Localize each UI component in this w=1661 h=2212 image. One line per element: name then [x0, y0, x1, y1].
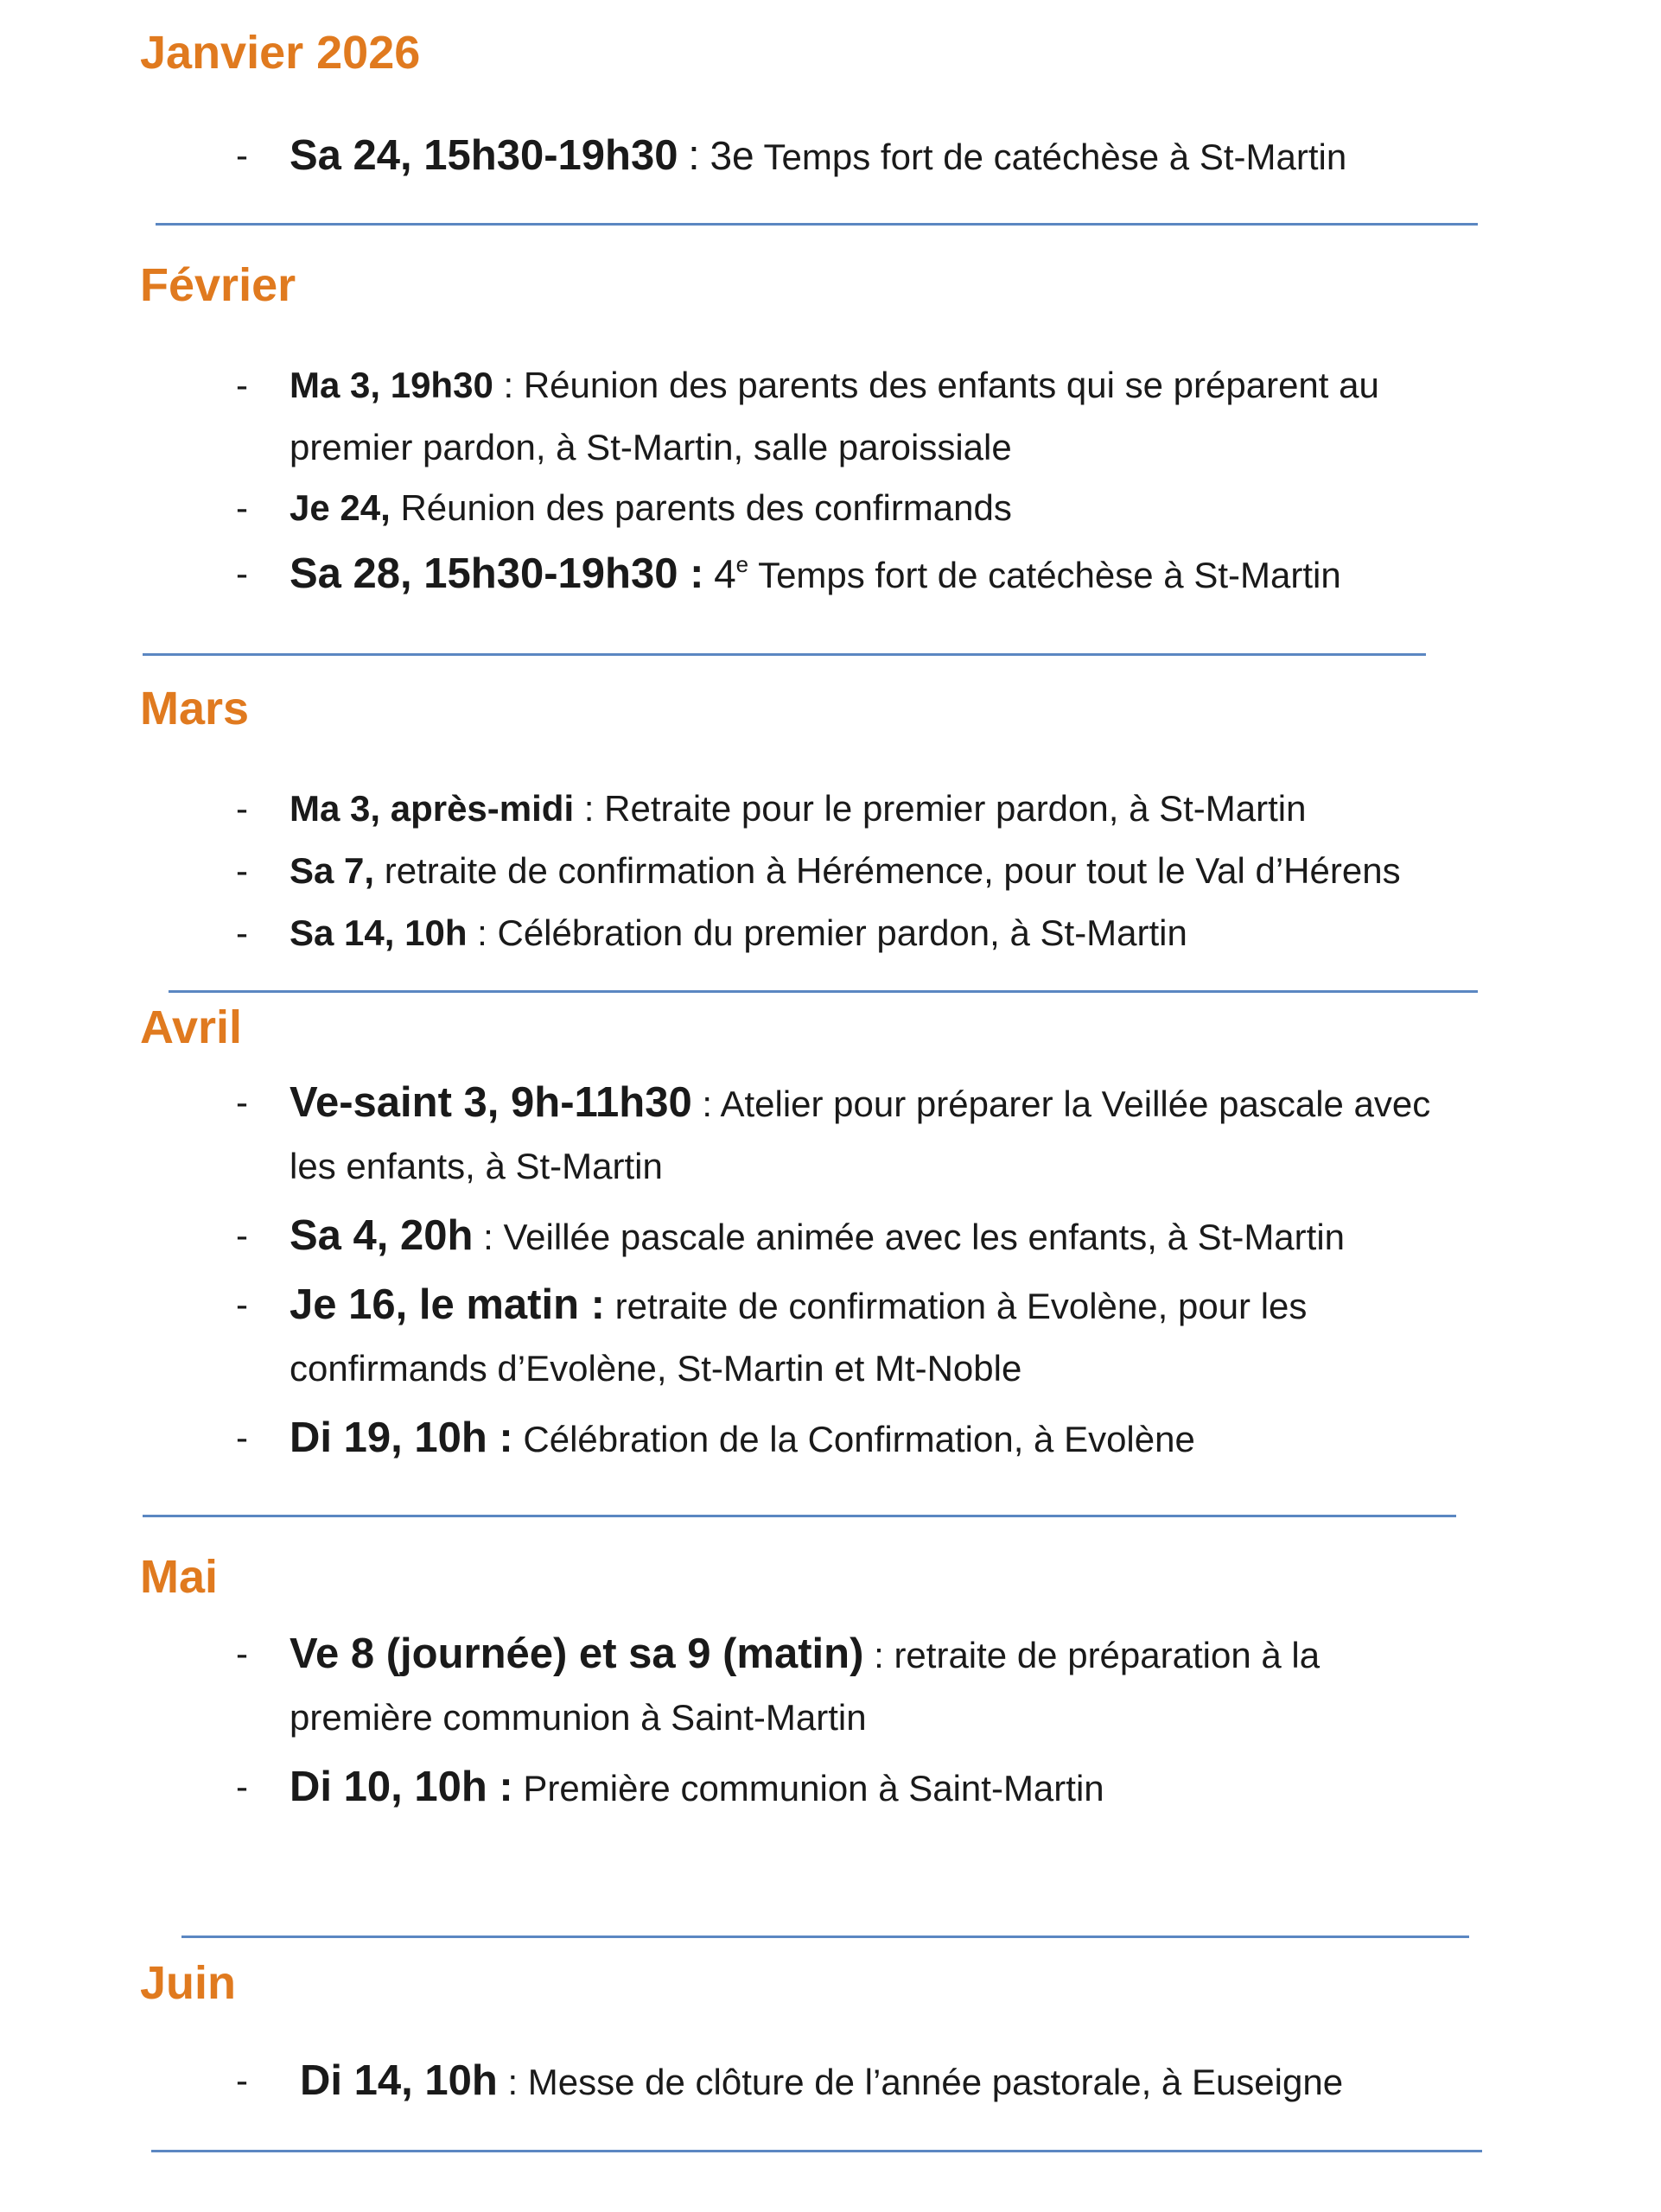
event-description: retraite de préparation à la — [894, 1635, 1321, 1675]
event-description-cont: premier pardon, à St-Martin, salle paroissiale — [290, 427, 1012, 467]
bullet-dash: - — [236, 487, 248, 528]
event-description: Première communion à Saint-Martin — [523, 1768, 1104, 1808]
bullet-dash: - — [236, 850, 248, 891]
separator: : — [688, 132, 700, 179]
bullet-dash: - — [236, 1633, 248, 1674]
event-item — [238, 778, 1594, 840]
event-ordinal: 3e — [710, 133, 754, 178]
event-item — [238, 1756, 1594, 1820]
bullet-dash: - — [236, 1766, 248, 1807]
event-date: Sa 28, 15h30-19h30 : — [290, 550, 704, 597]
bullet-dash: - — [236, 2060, 248, 2101]
bullet-dash: - — [236, 365, 248, 405]
section-divider — [181, 1936, 1469, 1938]
month-heading-mai: Mai — [140, 1551, 219, 1603]
event-date: Ve 8 (journée) et sa 9 (matin) — [290, 1630, 864, 1677]
event-description: Atelier pour préparer la Veillée pascale avec — [720, 1084, 1431, 1124]
event-item — [238, 902, 1594, 964]
event-description: Célébration du premier pardon, à St-Martin — [497, 912, 1187, 953]
event-item — [238, 477, 1594, 539]
event-description: Temps fort de catéchèse à St-Martin — [763, 137, 1347, 177]
event-date: Di 19, 10h : — [290, 1414, 513, 1461]
event-date: Ve-saint 3, 9h-11h30 — [290, 1079, 692, 1126]
separator: : — [874, 1635, 884, 1675]
month-heading-janvier: Janvier 2026 — [140, 27, 421, 79]
section-divider — [143, 1515, 1456, 1517]
month-heading-mars: Mars — [140, 683, 250, 734]
month-heading-juin: Juin — [140, 1957, 237, 2009]
event-date: Di 10, 10h : — [290, 1764, 513, 1810]
bullet-dash: - — [236, 1215, 248, 1255]
event-description-cont: confirmands d’Evolène, St-Martin et Mt-Noble — [290, 1348, 1022, 1389]
month-heading-fevrier: Février — [140, 259, 296, 311]
separator: : — [507, 2062, 519, 2102]
event-item — [238, 124, 1594, 188]
event-date: Sa 4, 20h — [290, 1212, 474, 1259]
event-description: Temps fort de catéchèse à St-Martin — [758, 555, 1341, 595]
event-item — [238, 840, 1594, 902]
event-date: Ma 3, après-midi — [290, 788, 575, 829]
bullet-dash: - — [236, 912, 248, 953]
event-item — [238, 1407, 1594, 1471]
section-divider — [169, 990, 1478, 993]
separator: : — [477, 912, 487, 953]
month-heading-avril: Avril — [140, 1001, 243, 1053]
event-description: Réunion des parents des confirmands — [400, 487, 1012, 528]
section-divider — [156, 223, 1478, 226]
separator: : — [702, 1084, 713, 1124]
section-divider — [151, 2150, 1482, 2152]
event-date: Di 14, 10h — [300, 2057, 498, 2104]
event-description-cont: première communion à Saint-Martin — [290, 1697, 867, 1738]
separator: : — [583, 788, 595, 829]
event-description: Célébration de la Confirmation, à Evolène — [523, 1419, 1195, 1459]
event-date: Sa 7, — [290, 850, 375, 891]
section-divider — [143, 653, 1426, 656]
ordinal-sup: e — [735, 550, 749, 577]
event-date: Je 16, le matin : — [290, 1281, 605, 1328]
bullet-dash: - — [236, 1082, 248, 1122]
event-date: Sa 14, 10h — [290, 912, 468, 953]
bullet-dash: - — [236, 553, 248, 594]
event-item — [238, 543, 1594, 607]
event-item — [238, 1274, 1594, 1400]
event-item — [238, 1205, 1594, 1268]
event-description: Réunion des parents des enfants qui se préparent au — [523, 365, 1379, 405]
event-date: Ma 3, 19h30 — [290, 365, 493, 405]
event-item — [238, 2050, 1594, 2113]
event-date: Je 24, — [290, 487, 391, 528]
event-item — [238, 1071, 1594, 1198]
event-ordinal: 4e — [714, 550, 749, 596]
event-date: Sa 24, 15h30-19h30 — [290, 132, 678, 179]
separator: : — [483, 1217, 493, 1257]
event-description: retraite de confirmation à Hérémence, pour tout le Val d’Hérens — [384, 850, 1401, 891]
event-item — [238, 1623, 1594, 1749]
event-description-cont: les enfants, à St-Martin — [290, 1146, 663, 1186]
bullet-dash: - — [236, 1417, 248, 1458]
bullet-dash: - — [236, 135, 248, 175]
event-description: retraite de confirmation à Evolène, pour les — [614, 1286, 1308, 1326]
event-description: Veillée pascale animée avec les enfants, à St-Martin — [503, 1217, 1346, 1257]
event-item — [238, 354, 1594, 479]
event-description: Messe de clôture de l’année pastorale, à Euseigne — [527, 2062, 1344, 2102]
event-description: Retraite pour le premier pardon, à St-Martin — [604, 788, 1307, 829]
separator: : — [503, 365, 514, 405]
bullet-dash: - — [236, 1284, 248, 1325]
bullet-dash: - — [236, 788, 248, 829]
